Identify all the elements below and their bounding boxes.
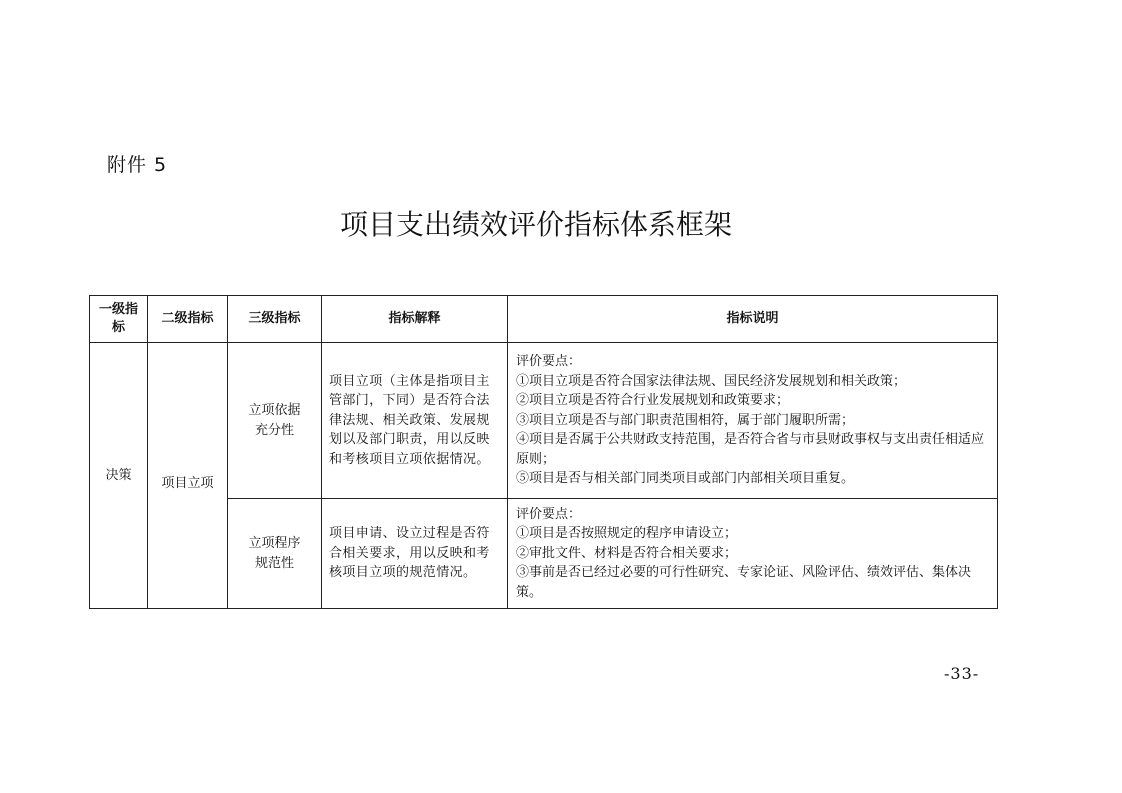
detail-point: ②项目立项是否符合行业发展规划和政策要求； bbox=[516, 393, 790, 409]
detail-point: ①项目立项是否符合国家法律法规、国民经济发展规划和相关政策； bbox=[516, 373, 907, 389]
detail-cell bbox=[508, 499, 998, 609]
header-level2: 二级指标 bbox=[148, 296, 228, 343]
level2-cell: 项目立项 bbox=[148, 343, 228, 609]
detail-point: ⑤项目是否与相关部门同类项目或部门内部相关项目重复。 bbox=[516, 471, 855, 487]
header-explanation: 指标解释 bbox=[322, 296, 508, 343]
level3-cell: 立项依据充分性 bbox=[228, 343, 322, 499]
table-row bbox=[90, 343, 998, 499]
detail-heading: 评价要点： bbox=[516, 506, 582, 522]
detail-point: ②审批文件、材料是否符合相关要求； bbox=[516, 545, 738, 561]
explanation-cell: 项目申请、设立过程是否符合相关要求，用以反映和考核项目立项的规范情况。 bbox=[322, 499, 508, 609]
detail-point: ③事前是否已经过必要的可行性研究、专家论证、风险评估、绩效评估、集体决策。 bbox=[516, 565, 972, 600]
detail-heading: 评价要点： bbox=[516, 354, 582, 370]
header-detail: 指标说明 bbox=[508, 296, 998, 343]
header-level1: 一级指标 bbox=[90, 296, 148, 343]
level1-cell: 决策 bbox=[90, 343, 148, 609]
level3-cell: 立项程序规范性 bbox=[228, 499, 322, 609]
detail-point: ①项目是否按照规定的程序申请设立； bbox=[516, 526, 738, 542]
header-level3: 三级指标 bbox=[228, 296, 322, 343]
document-title: 项目支出绩效评价指标体系框架 bbox=[339, 208, 732, 241]
attachment-label: 附件 5 bbox=[107, 154, 168, 176]
table-header-row bbox=[90, 296, 998, 343]
detail-cell bbox=[508, 343, 998, 499]
indicator-table bbox=[89, 295, 998, 609]
page-number: -33- bbox=[944, 664, 980, 683]
detail-point: ④项目是否属于公共财政支持范围，是否符合省与市县财政事权与支出责任相适应原则； bbox=[516, 432, 985, 467]
detail-point: ③项目立项是否与部门职责范围相符，属于部门履职所需； bbox=[516, 412, 855, 428]
explanation-cell: 项目立项（主体是指项目主管部门，下同）是否符合法律法规、相关政策、发展规划以及部门职责，用以反映和考核项目立项依据情况。 bbox=[322, 343, 508, 499]
